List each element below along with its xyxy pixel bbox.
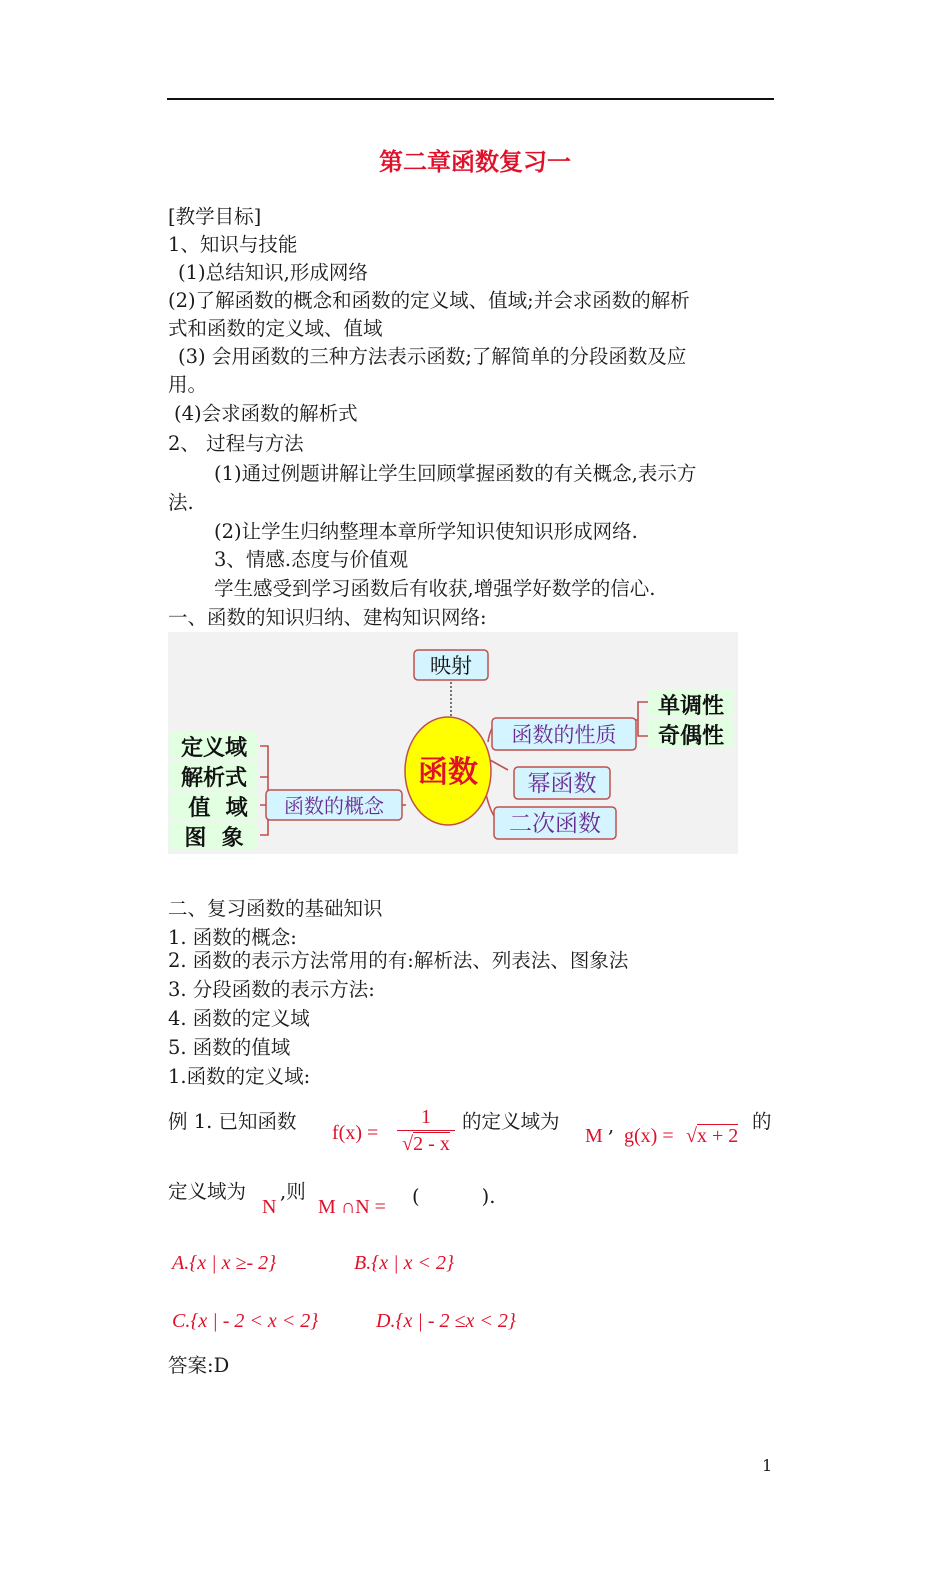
fraction-denominator: √2 - x <box>402 1133 450 1155</box>
svg-text:函数的性质: 函数的性质 <box>511 723 617 747</box>
example1-suffix: 的 <box>752 1110 772 1133</box>
set-M: M <box>585 1125 603 1147</box>
svg-text:幂函数: 幂函数 <box>527 771 597 797</box>
answer-blank: ( ). <box>412 1185 496 1208</box>
option-c: C.{x | - 2 < x < 2} <box>172 1310 319 1332</box>
svg-text:奇偶性: 奇偶性 <box>657 724 725 749</box>
basics-sub-heading: 1.函数的定义域: <box>168 1065 311 1088</box>
objective-k1: (1)总结知识,形成网络 <box>178 261 368 284</box>
objective-k4: (4)会求函数的解析式 <box>174 402 358 425</box>
node-monotonic <box>648 690 734 719</box>
section1-heading: 一、函数的知识归纳、建构知识网络: <box>168 606 487 629</box>
node-center <box>405 717 491 825</box>
header-rule <box>167 98 774 100</box>
node-domain <box>170 732 258 761</box>
objective-k3-line1: (3) 会用函数的三种方法表示函数;了解简单的分段函数及应 <box>178 345 687 368</box>
basics-item-4: 4. 函数的定义域 <box>168 1007 310 1030</box>
basics-item-3: 3. 分段函数的表示方法: <box>168 978 375 1001</box>
node-range <box>170 792 258 821</box>
attitude-heading: 3、情感.态度与价值观 <box>214 548 409 571</box>
basics-item-2: 2. 函数的表示方法常用的有:解析法、列表法、图象法 <box>168 949 629 972</box>
objective-k2-line1: (2)了解函数的概念和函数的定义域、值域;并会求函数的解析 <box>168 289 690 312</box>
diagram-svg <box>168 632 738 854</box>
svg-text:函数: 函数 <box>418 755 478 790</box>
set-N: N <box>262 1196 277 1218</box>
page-number: 1 <box>762 1456 773 1475</box>
answer-text: 答案:D <box>168 1354 230 1377</box>
knowledge-network-diagram <box>168 632 738 854</box>
fraction-numerator: 1 <box>421 1106 431 1128</box>
connector-power <box>490 760 508 770</box>
svg-text:图 象: 图 象 <box>184 826 244 851</box>
node-quadratic <box>494 807 616 839</box>
example1-g-lhs: g(x) = <box>624 1125 674 1147</box>
example1-comma: , <box>608 1114 615 1137</box>
intersection-expression: M ∩N = <box>318 1196 386 1218</box>
example1-g-rhs: √x + 2 <box>686 1125 739 1147</box>
basics-item-1: 1. 函数的概念: <box>168 926 297 949</box>
objectives-heading: [教学目标] <box>168 205 262 228</box>
node-top <box>414 650 488 680</box>
example1-line2-a: 定义域为 <box>168 1180 247 1203</box>
section2-heading: 二、复习函数的基础知识 <box>168 897 383 920</box>
example1-f-lhs: f(x) = <box>332 1122 379 1144</box>
node-parity <box>648 720 734 749</box>
option-a: A.{x | x ≥- 2} <box>172 1252 277 1274</box>
svg-text:定义域: 定义域 <box>180 736 248 761</box>
example1-mid: 的定义域为 <box>462 1110 560 1133</box>
svg-text:解析式: 解析式 <box>180 766 248 791</box>
svg-text:值 域: 值 域 <box>188 796 248 821</box>
svg-text:映射: 映射 <box>430 654 472 678</box>
node-graph <box>170 822 258 851</box>
option-d: D.{x | - 2 ≤x < 2} <box>376 1310 516 1332</box>
node-analytic <box>170 762 258 791</box>
objective-k2-line2: 式和函数的定义域、值域 <box>168 317 383 340</box>
objective-k3-line2: 用。 <box>168 373 208 396</box>
node-power <box>514 767 610 799</box>
process-p1-line1: (1)通过例题讲解让学生回顾掌握函数的有关概念,表示方 <box>214 462 697 485</box>
node-concept <box>266 790 402 820</box>
process-p2: (2)让学生归纳整理本章所学知识使知识形成网络. <box>214 520 638 543</box>
knowledge-heading: 1、知识与技能 <box>168 233 298 256</box>
svg-text:函数的概念: 函数的概念 <box>284 794 384 818</box>
example1-line2-b: ,则 <box>280 1180 306 1203</box>
example1-prefix: 例 1. 已知函数 <box>168 1110 297 1133</box>
svg-text:单调性: 单调性 <box>657 694 725 719</box>
basics-item-5: 5. 函数的值域 <box>168 1036 291 1059</box>
svg-text:二次函数: 二次函数 <box>509 811 601 837</box>
node-properties <box>492 718 636 750</box>
option-b: B.{x | x < 2} <box>354 1252 454 1274</box>
process-heading: 2、 过程与方法 <box>168 432 304 455</box>
example1-fraction <box>395 1104 457 1157</box>
attitude-text: 学生感受到学习函数后有收获,增强学好数学的信心. <box>214 577 656 600</box>
process-p1-line2: 法. <box>168 491 194 514</box>
page-title: 第二章函数复习一 <box>379 148 571 176</box>
